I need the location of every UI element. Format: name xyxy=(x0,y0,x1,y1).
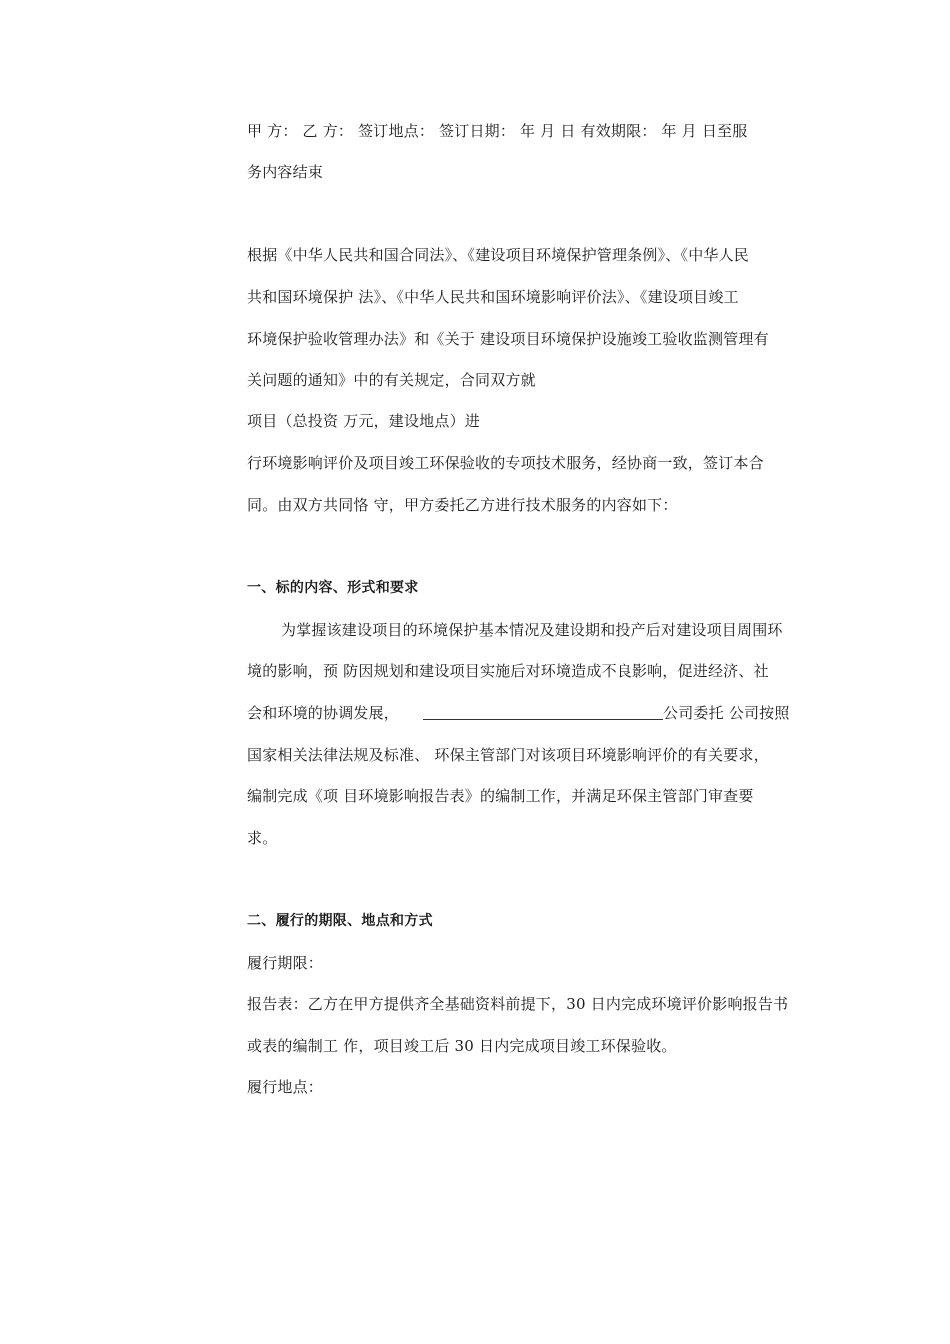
section2-period-label: 履行期限： xyxy=(247,954,324,972)
section1-line-5: 编制完成《项 目环境影响报告表》的编制工作，并满足环保主管部门审查要 xyxy=(247,787,754,805)
section1-line-3 xyxy=(247,703,827,723)
section1-line-3-suffix: 公司委托 公司按照 xyxy=(663,704,790,722)
preamble-line-6: 行环境影响评价及项目竣工环保验收的专项技术服务，经协商一致，签订本合 xyxy=(247,454,764,472)
preamble-line-5: 项目（总投资 万元，建设地点）进 xyxy=(247,412,480,430)
section1-line-4: 国家相关法律法规及标准、 环保主管部门对该项目环境影响评价的有关要求， xyxy=(247,746,769,764)
preamble-line-2: 共和国环境保护 法》、《中华人民共和国环境影响评价法》、《建设项目竣工 xyxy=(247,288,739,306)
section1-line-2: 境的影响，预 防因规划和建设项目实施后对环境造成不良影响，促进经济、社 xyxy=(247,662,769,680)
preamble-line-4: 关问题的通知》中的有关规定，合同双方就 xyxy=(247,371,536,389)
section2-report-line-1: 报告表：乙方在甲方提供齐全基础资料前提下，30 日内完成环境评价影响报告书 xyxy=(247,995,789,1013)
preamble-line-3: 环境保护验收管理办法》和《关于 建设项目环境保护设施竣工验收监测管理有 xyxy=(247,330,769,348)
section1-line-3-prefix: 会和环境的协调发展， xyxy=(247,704,400,722)
preamble-line-7: 同。由双方共同恪 守，甲方委托乙方进行技术服务的内容如下： xyxy=(247,496,678,514)
header-line-1: 甲 方： 乙 方： 签订地点： 签订日期： 年 月 日 有效期限： 年 月 日至服 xyxy=(247,122,748,140)
section1-line-6: 求。 xyxy=(247,829,278,847)
section1-heading: 一、标的内容、形式和要求 xyxy=(247,580,419,596)
section2-report-line-2: 或表的编制工 作，项目竣工后 30 日内完成项目竣工环保验收。 xyxy=(247,1037,677,1055)
header-line-2: 务内容结束 xyxy=(247,163,324,181)
company-blank-field xyxy=(423,704,663,720)
section2-heading: 二、履行的期限、地点和方式 xyxy=(247,913,433,929)
section2-place-label: 履行地点： xyxy=(247,1078,324,1096)
preamble-line-1: 根据《中华人民共和国合同法》、《建设项目环境保护管理条例》、《中华人民 xyxy=(247,246,750,264)
section1-line-1: 为掌握该建设项目的环境保护基本情况及建设期和投产后对建设项目周围环 xyxy=(281,621,783,639)
